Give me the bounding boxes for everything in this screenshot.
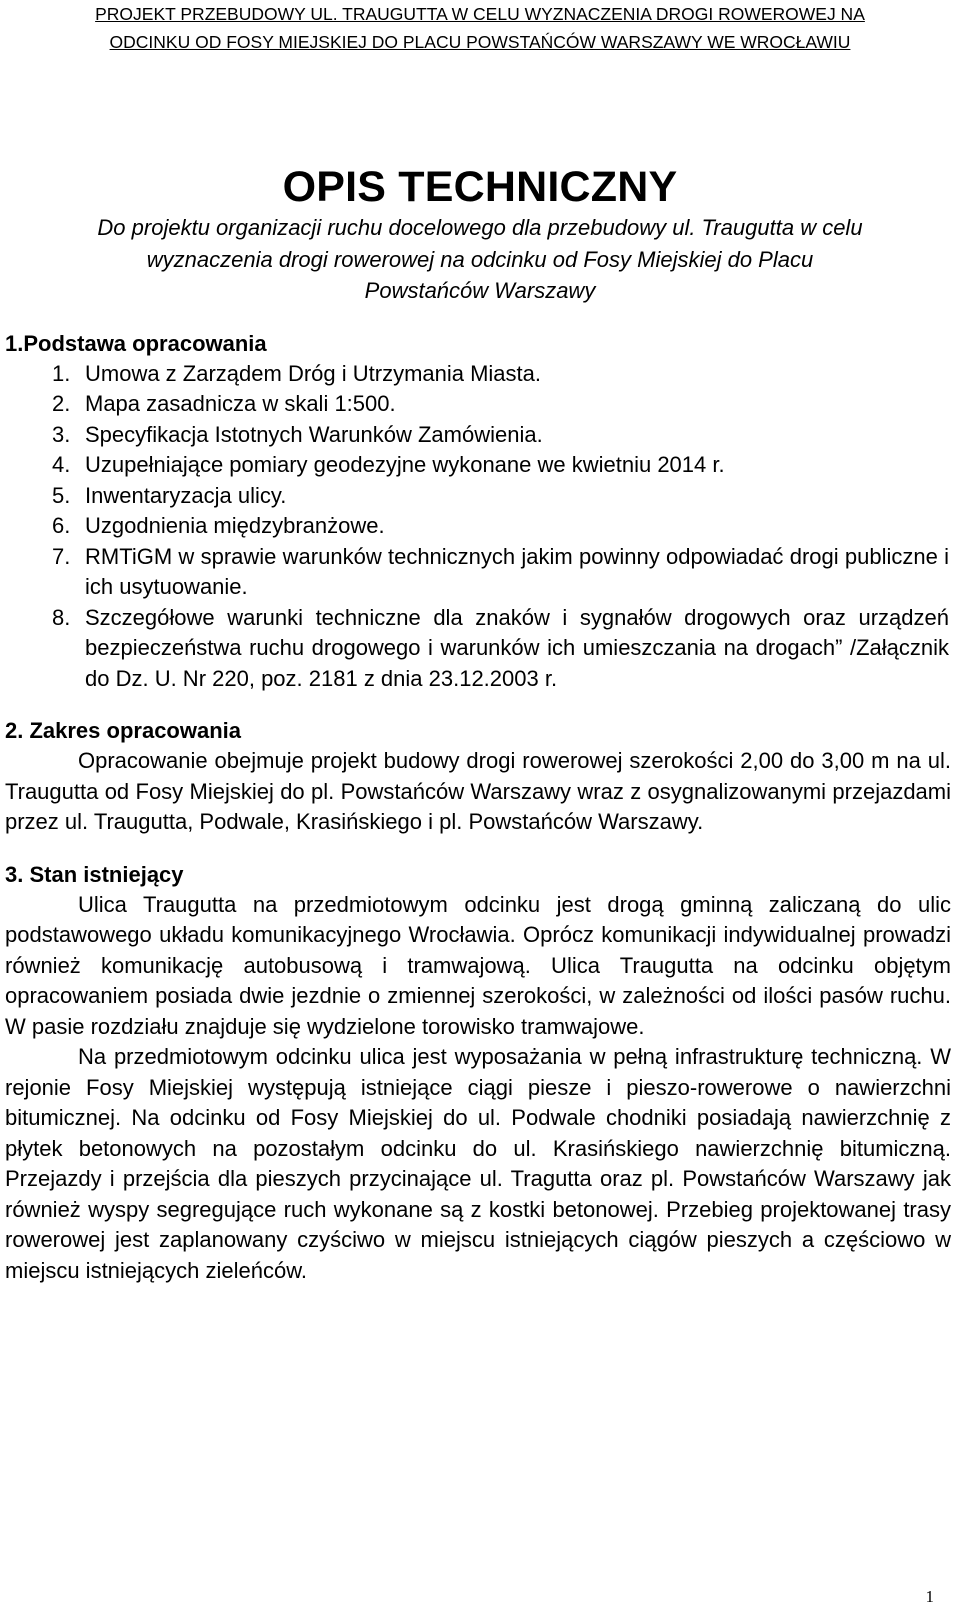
list-item (5, 542, 955, 603)
section-1-heading: 1.Podstawa opracowania (5, 330, 267, 356)
list-item-text: Specyfikacja Istotnych Warunków Zamówienia. (85, 421, 543, 447)
list-item (5, 481, 955, 512)
list-item-number: 2. (52, 391, 71, 416)
list-item (5, 420, 955, 451)
list-item-number: 3. (52, 421, 71, 447)
document-subtitle (5, 212, 955, 307)
subtitle-line-2: wyznaczenia drogi rowerowej na odcinku od Fosy Miejskiej do Placu (146, 246, 814, 272)
section-2-heading: 2. Zakres opracowania (5, 718, 241, 743)
project-header (5, 0, 955, 56)
list-item (5, 603, 955, 695)
list-item-text: Inwentaryzacja ulicy. (85, 482, 287, 508)
basis-list (5, 359, 955, 695)
list-item-text: Umowa z Zarządem Dróg i Utrzymania Miasta. (85, 360, 542, 386)
list-item-text: Uzupełniające pomiary geodezyjne wykonane we kwietniu 2014 r. (85, 452, 725, 477)
header-line-1: PROJEKT PRZEBUDOWY UL. TRAUGUTTA W CELU WYZNACZENIA DROGI ROWEROWEJ NA (95, 4, 865, 24)
list-item-text: Szczegółowe warunki techniczne dla znaków i sygnałów drogowych oraz urządzeń bezpieczeństwa ruchu drogowego i warunków ich umieszczania na drogach” /Załącznik do Dz. U. Nr 220, poz. 2181 z dnia 23.12.2003 r. (85, 604, 949, 691)
list-item-text: RMTiGM w sprawie warunków technicznych jakim powinny odpowiadać drogi publiczne i ich usytuowanie. (85, 543, 949, 599)
section-3-heading: 3. Stan istniejący (5, 861, 184, 887)
list-item-number: 7. (52, 543, 71, 569)
list-item (5, 359, 955, 390)
page-number: 1 (925, 1587, 934, 1606)
list-item-number: 8. (52, 604, 71, 630)
subtitle-line-3: Powstańców Warszawy (364, 278, 596, 303)
existing-state-paragraph-2: Na przedmiotowym odcinku ulica jest wyposażania w pełną infrastrukturę techniczną. W rejonie Fosy Miejskiej występują istniejące ciągi piesze i pieszo-rowerowe o nawierzchni bitumicznej. Na odcinku od Fosy Miejskiej do ul. Podwale chodniki posiadają nawierzchnię z płytek betonowych na pozostałym odcinku do ul. Krasińskiego nawierzchnię bitumiczną. Przejazdy i przejścia dla pieszych przycinające ul. Tragutta oraz pl. Powstańców Warszawy jak również wyspy segregujące ruch wykonane są z kostki betonowej. Przebieg projektowanej trasy rowerowej jest zaplanowany czyściwo w miejscu istniejących ciągów pieszych a częściowo w miejscu istniejących zieleńców. (5, 1044, 951, 1283)
list-item (5, 511, 955, 542)
list-item-number: 4. (52, 452, 71, 477)
scope-paragraph: Opracowanie obejmuje projekt budowy drogi rowerowej szerokości 2,00 do 3,00 m na ul. Traugutta od Fosy Miejskiej do pl. Powstańców Warszawy wraz z osygnalizowanymi przejazdami przez ul. Traugutta, Podwale, Krasińskiego i pl. Powstańców Warszawy. (5, 748, 951, 834)
subtitle-line-1: Do projektu organizacji ruchu docelowego dla przebudowy ul. Traugutta w celu (97, 215, 863, 240)
header-line-2: ODCINKU OD FOSY MIEJSKIEJ DO PLACU POWSTAŃCÓW WARSZAWY WE WROCŁAWIU (109, 32, 851, 52)
list-item-text: Uzgodnienia międzybranżowe. (85, 513, 385, 538)
existing-state-paragraph-1: Ulica Traugutta na przedmiotowym odcinku jest drogą gminną zaliczaną do ulic podstawowego układu komunikacyjnego Wrocławia. Oprócz komunikacji indywidualnej prowadzi również komunikację autobusową i tramwajową. Ulica Traugutta na odcinku objętym opracowaniem posiada dwie jezdnie o zmiennej szerokości, w zależności od ilości pasów ruchu. W pasie rozdziału znajduje się wydzielone torowisko tramwajowe. (5, 891, 951, 1039)
list-item-text: Mapa zasadnicza w skali 1:500. (85, 391, 396, 416)
list-item (5, 389, 955, 420)
document-title: OPIS TECHNICZNY (282, 163, 678, 211)
list-item-number: 5. (52, 482, 71, 508)
list-item (5, 450, 955, 481)
list-item-number: 6. (52, 513, 71, 538)
list-item-number: 1. (52, 360, 71, 386)
